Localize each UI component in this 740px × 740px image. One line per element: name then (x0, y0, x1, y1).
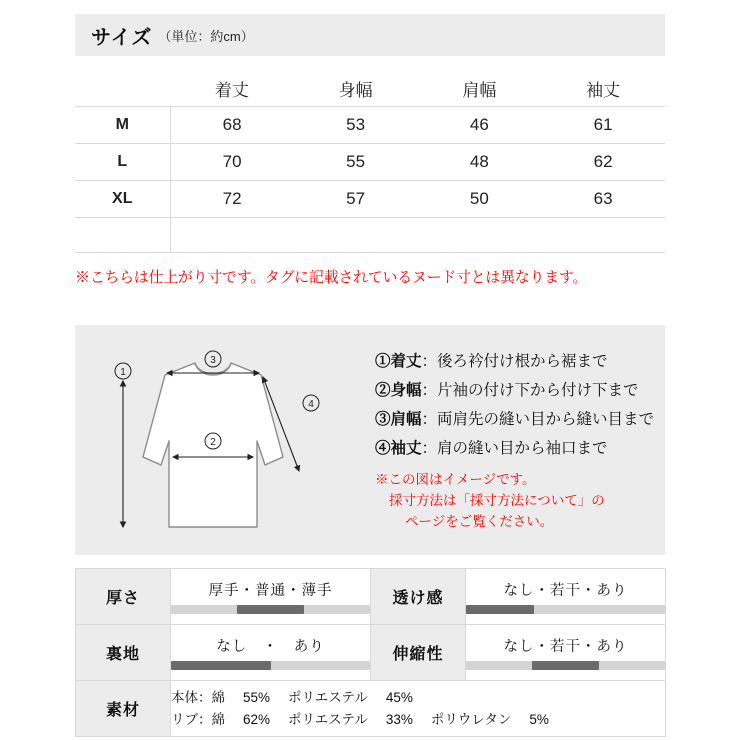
measure-term-4: 袖丈 (390, 440, 422, 457)
label-text-2: 2 (210, 437, 216, 448)
measurement-note (375, 469, 660, 532)
size-section-header (75, 14, 665, 56)
size-l-mihaba: 55 (294, 144, 418, 181)
spec-scale-bar-lining (171, 661, 370, 670)
list-item (375, 376, 660, 405)
spec-scale-fill-thickness (237, 605, 305, 614)
measure-desc-1: ：後ろ衿付け根から裾まで (421, 353, 608, 370)
material-2-key-3: ポリウレタン (430, 711, 512, 727)
size-xl-mihaba: 57 (294, 181, 418, 218)
material-1-key-2: ポリエステル (288, 689, 368, 705)
material-2-val-2: 33% (385, 711, 413, 727)
spec-scale-bar-stretch (466, 661, 665, 670)
material-2-key-1: リブ：綿 (171, 711, 225, 727)
spec-value-lining (171, 625, 371, 681)
measurement-section (75, 325, 665, 555)
measure-num-4: ④ (375, 440, 391, 457)
spec-scale-fill-lining (171, 661, 271, 670)
spec-value-thickness (171, 569, 371, 625)
spec-value-sheerness (466, 569, 666, 625)
label-text-4: 4 (308, 399, 314, 410)
size-m-mihaba: 53 (294, 107, 418, 144)
size-row-label-m: M (75, 107, 170, 144)
table-row (76, 569, 666, 625)
material-1-key-1: 本体：綿 (171, 689, 225, 705)
size-xl-katahaba: 50 (418, 181, 542, 218)
material-line-1 (171, 687, 665, 709)
size-row-label-l: L (75, 144, 170, 181)
list-item (375, 434, 660, 463)
size-empty-2 (294, 218, 418, 253)
size-l-kitake: 70 (170, 144, 294, 181)
size-table-corner (75, 70, 170, 107)
material-2-val-3: 5% (529, 711, 549, 727)
measure-term-3: 肩幅 (390, 411, 422, 428)
spec-scale-text-thickness: 厚手・普通・薄手 (208, 583, 333, 599)
size-empty-3 (418, 218, 542, 253)
measurement-note-line-1: ※この図はイメージです。 (375, 472, 536, 487)
material-2-val-1: 62% (243, 711, 271, 727)
spec-scale-text-sheerness: なし・若干・あり (503, 583, 628, 599)
spec-scale-fill-stretch (532, 661, 600, 670)
measure-desc-4: ：肩の縫い目から袖口まで (421, 440, 608, 457)
size-empty-4 (541, 218, 665, 253)
size-unit: （単位：約cm） (158, 28, 254, 44)
size-table-col-kitake: 着丈 (170, 70, 294, 107)
table-row (75, 144, 665, 181)
size-m-sodetake: 61 (541, 107, 665, 144)
measure-desc-3: ：両肩先の縫い目から縫い目まで (421, 411, 655, 428)
measurement-legend (375, 347, 660, 532)
spec-table (75, 568, 666, 737)
size-xl-sodetake: 63 (541, 181, 665, 218)
list-item (375, 405, 660, 434)
spec-scale-bar-sheerness (466, 605, 665, 614)
measure-term-2: 身幅 (390, 382, 422, 399)
size-table-col-sodetake: 袖丈 (541, 70, 665, 107)
material-1-val-1: 55% (243, 689, 271, 705)
size-row-label-empty (75, 218, 170, 253)
size-title: サイズ (91, 26, 153, 49)
table-row-empty (75, 218, 665, 253)
size-l-katahaba: 48 (418, 144, 542, 181)
spec-label-material: 素材 (76, 681, 171, 737)
size-m-katahaba: 46 (418, 107, 542, 144)
shirt-diagram (87, 337, 347, 547)
spec-label-sheerness: 透け感 (371, 569, 466, 625)
spec-value-material (171, 681, 666, 737)
spec-scale-bar-thickness (171, 605, 370, 614)
label-text-3: 3 (210, 355, 216, 366)
size-table (75, 70, 665, 253)
measure-desc-2: ：片袖の付け下から付け下まで (421, 382, 639, 399)
size-row-label-xl: XL (75, 181, 170, 218)
size-m-kitake: 68 (170, 107, 294, 144)
spec-label-thickness: 厚さ (76, 569, 171, 625)
table-row (75, 181, 665, 218)
size-note: ※こちらは仕上がり寸です。タグに記載されているヌード寸とは異なります。 (75, 269, 588, 286)
spec-label-stretch: 伸縮性 (371, 625, 466, 681)
spec-scale-text-stretch: なし・若干・あり (503, 639, 628, 655)
measure-num-1: ① (375, 353, 391, 370)
shirt-illustration-svg (87, 337, 347, 547)
list-item (375, 347, 660, 376)
measure-num-3: ③ (375, 411, 391, 428)
size-table-col-katahaba: 肩幅 (418, 70, 542, 107)
size-empty-1 (170, 218, 294, 253)
measurement-note-line-2: 採寸方法は「採寸方法について」の (389, 493, 605, 508)
table-row (75, 107, 665, 144)
spec-value-stretch (466, 625, 666, 681)
spec-scale-text-lining: なし ・ あり (216, 639, 325, 655)
table-row (76, 625, 666, 681)
size-table-col-mihaba: 身幅 (294, 70, 418, 107)
material-2-key-2: ポリエステル (288, 711, 368, 727)
spec-label-lining: 裏地 (76, 625, 171, 681)
size-xl-kitake: 72 (170, 181, 294, 218)
material-1-val-2: 45% (385, 689, 413, 705)
size-l-sodetake: 62 (541, 144, 665, 181)
measure-num-2: ② (375, 382, 391, 399)
measure-term-1: 着丈 (390, 353, 422, 370)
label-text-1: 1 (120, 367, 126, 378)
measurement-note-line-3: ページをご覧ください。 (405, 514, 554, 529)
table-row (76, 681, 666, 737)
material-line-2 (171, 709, 665, 731)
spec-scale-fill-sheerness (466, 605, 534, 614)
size-table-header-row (75, 70, 665, 107)
